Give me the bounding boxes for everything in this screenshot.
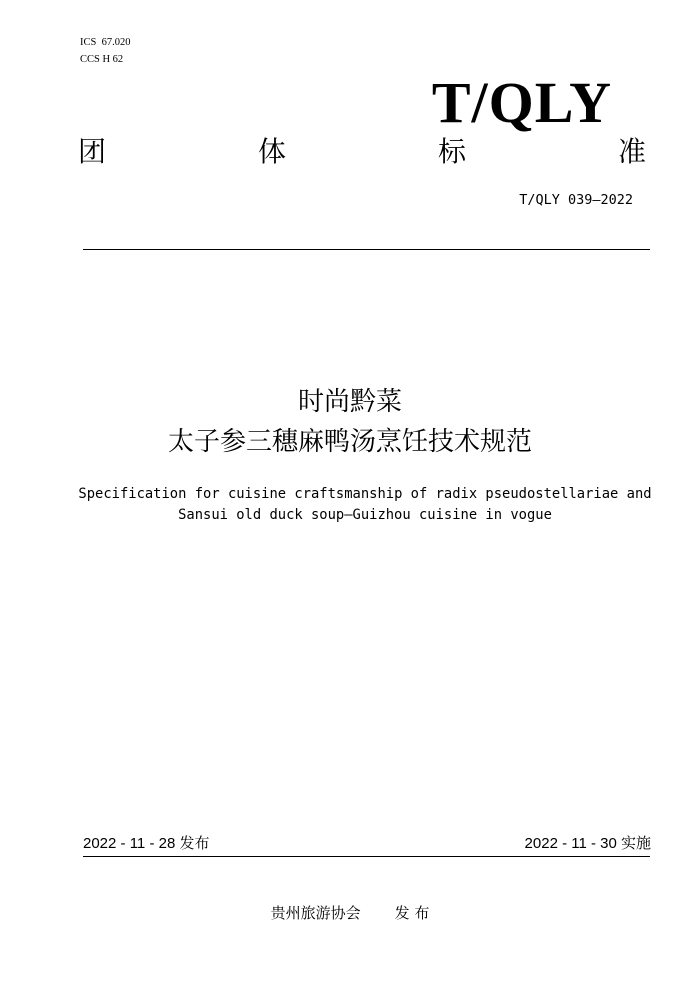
ccs-code: CCS H 62 (80, 54, 124, 65)
english-title (60, 484, 670, 526)
standard-logo: T/QLY (431, 70, 612, 135)
publisher-name: 贵州旅游协会 (270, 904, 361, 922)
standard-type-heading (78, 132, 646, 172)
issue-date: 2022 - 11 - 28 发布 (83, 835, 210, 852)
standard-type-char: 标 (437, 135, 466, 168)
header-divider (83, 249, 650, 250)
classification-codes (80, 34, 130, 68)
standard-type-char: 团 (78, 135, 107, 168)
publish-label: 发 布 (394, 904, 430, 922)
title-line-1: 时尚黔菜 (297, 387, 402, 417)
implement-date: 2022 - 11 - 30 实施 (524, 835, 651, 852)
ics-code: ICS 67.020 (80, 37, 131, 48)
title-line-2: 太子参三穗麻鸭汤烹饪技术规范 (167, 427, 532, 457)
standard-type-char: 体 (257, 135, 286, 168)
footer-divider (83, 856, 650, 857)
standard-code: T/QLY 039—2022 (519, 192, 633, 208)
standard-type-char: 准 (617, 135, 646, 168)
english-title-line-1: Specification for cuisine craftsmanship of radix pseudostellariae and (78, 486, 652, 502)
english-title-line-2: Sansui old duck soup—Guizhou cuisine in vogue (178, 507, 552, 523)
publisher-line (0, 902, 700, 924)
